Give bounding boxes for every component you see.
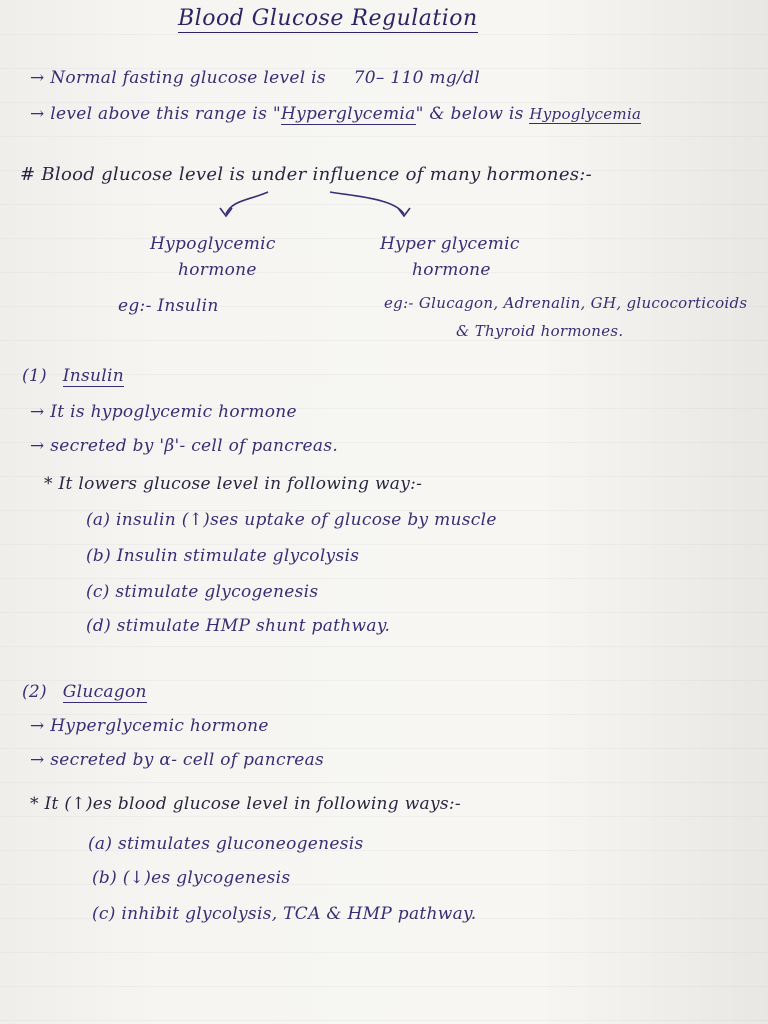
glucagon-heading (22, 682, 147, 702)
glucagon-title: Glucagon (62, 682, 147, 702)
insulin-effect-d: (d) stimulate HMP shunt pathway. (86, 616, 391, 636)
hyperglycemic-examples: eg:- Glucagon, Adrenalin, GH, glucocorticoids (384, 294, 748, 312)
insulin-title: Insulin (62, 366, 124, 386)
hyperglycemic-hormone-label: hormone (412, 260, 491, 280)
hypoglycemic-example: eg:- Insulin (118, 296, 219, 316)
insulin-point-1: → It is hypoglycemic hormone (30, 402, 297, 422)
insulin-heading (22, 366, 124, 386)
page-title: Blood Glucose Regulation (178, 6, 478, 31)
glucagon-number: (2) (22, 682, 47, 702)
glucagon-point-3: * It (↑)es blood glucose level in following ways:- (30, 794, 461, 814)
hypoglycemic-label: Hypoglycemic (150, 234, 276, 254)
hypo-arrow-head (220, 208, 232, 216)
insulin-point-3: * It lowers glucose level in following way:- (44, 474, 423, 494)
hypo-branch-line (226, 192, 268, 214)
glucagon-point-2: → secreted by α- cell of pancreas (30, 750, 325, 770)
glucagon-effect-a: (a) stimulates gluconeogenesis (88, 834, 364, 854)
insulin-effect-c: (c) stimulate glycogenesis (86, 582, 319, 602)
hyperglycemic-label: Hyper glycemic (380, 234, 520, 254)
range-text-below: " & below is (415, 104, 524, 124)
insulin-point-2: → secreted by 'β'- cell of pancreas. (30, 436, 339, 456)
insulin-effect-b: (b) Insulin stimulate glycolysis (86, 546, 360, 566)
hyperglycemic-examples-cont: & Thyroid hormones. (456, 322, 624, 340)
normal-glucose-range: 70– 110 mg/dl (353, 68, 480, 88)
hyper-arrow-head (398, 208, 410, 216)
hyperglycemia-term: Hyperglycemia (280, 104, 416, 124)
normal-glucose-text: → Normal fasting glucose level is (30, 68, 326, 88)
hyper-branch-line (330, 192, 404, 214)
insulin-number: (1) (22, 366, 47, 386)
glucagon-point-1: → Hyperglycemic hormone (30, 716, 269, 736)
insulin-effect-a: (a) insulin (↑)ses uptake of glucose by muscle (86, 510, 497, 530)
glucagon-effect-b: (b) (↓)es glycogenesis (92, 868, 291, 888)
hypoglycemia-term: Hypoglycemia (529, 105, 642, 123)
range-text: → level above this range is " (30, 104, 281, 124)
hormones-heading: # Blood glucose level is under influence of many hormones:- (20, 164, 593, 185)
glucagon-effect-c: (c) inhibit glycolysis, TCA & HMP pathway. (92, 904, 477, 924)
hypoglycemic-hormone-label: hormone (178, 260, 257, 280)
